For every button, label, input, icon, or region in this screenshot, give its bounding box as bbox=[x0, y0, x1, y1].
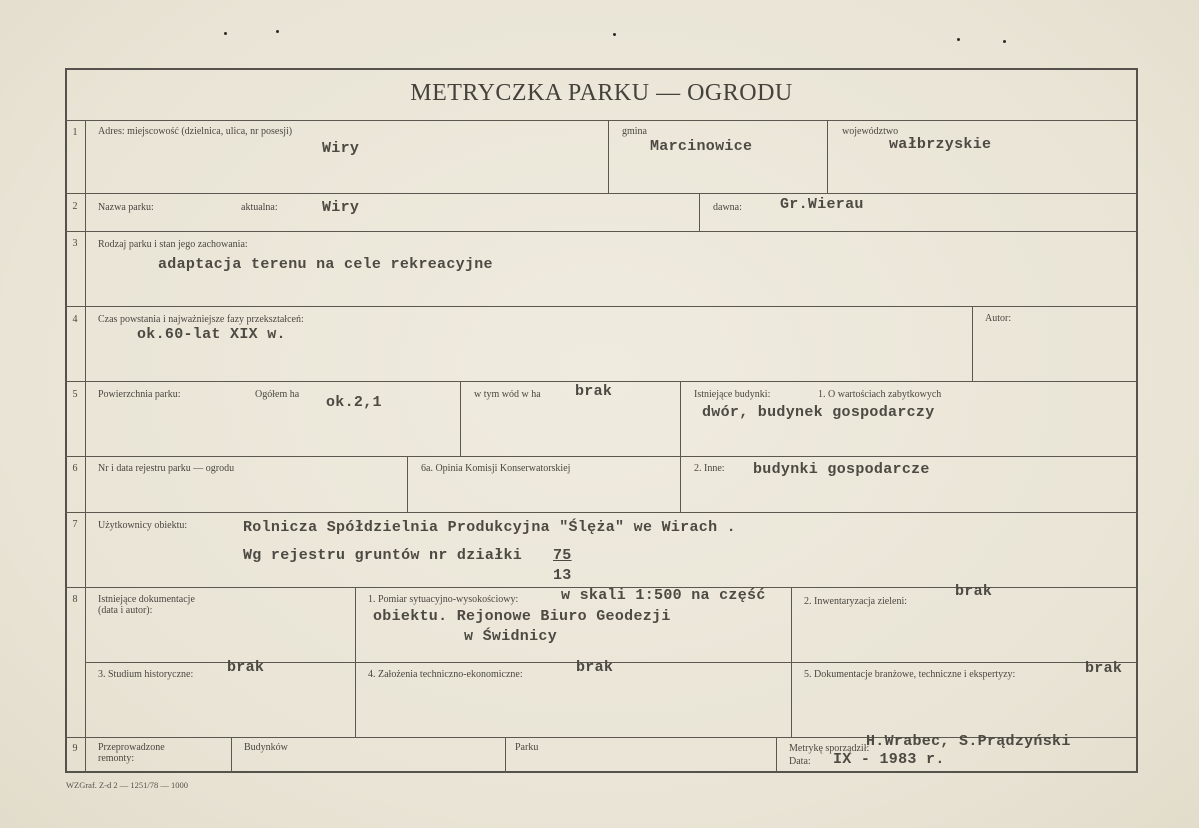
users-label: Użytkownicy obiektu: bbox=[98, 520, 188, 531]
water-area-value: brak bbox=[575, 383, 613, 400]
park-name-label: Nazwa parku: bbox=[98, 202, 154, 213]
buildings-label: Istniejące budynki: bbox=[694, 389, 771, 400]
ink-speck bbox=[613, 33, 616, 36]
wojewodztwo-label: województwo bbox=[842, 126, 899, 137]
form-title: METRYCZKA PARKU — OGRODU bbox=[410, 80, 793, 106]
current-name-label: aktualna: bbox=[241, 202, 278, 213]
former-name-label: dawna: bbox=[713, 202, 742, 213]
date-label: Data: bbox=[789, 756, 811, 767]
history-phases-label: Czas powstania i najważniejsze fazy przekształceń: bbox=[98, 314, 304, 325]
greenery-inventory-label: 2. Inwentaryzacja zieleni: bbox=[804, 596, 907, 607]
branch-docs-value: brak bbox=[1085, 660, 1123, 677]
register-label: Nr i data rejestru parku — ogrodu bbox=[98, 463, 235, 474]
ink-speck bbox=[276, 30, 279, 33]
historical-study-value: brak bbox=[227, 659, 265, 676]
park-type-label: Rodzaj parku i stan jego zachowania: bbox=[98, 239, 248, 250]
park-area-label: Powierzchnia parku: bbox=[98, 389, 181, 400]
row-number: 9 bbox=[72, 743, 78, 754]
historic-buildings-value: dwór, budynek gospodarczy bbox=[702, 404, 935, 421]
tech-econ-value: brak bbox=[576, 659, 614, 676]
address-value: Wiry bbox=[322, 140, 360, 157]
plot-denominator: 13 bbox=[553, 567, 572, 584]
greenery-inventory-value: brak bbox=[955, 583, 993, 600]
survey-value-2: obiektu. Rejonowe Biuro Geodezji bbox=[373, 608, 671, 625]
ink-speck bbox=[224, 32, 227, 35]
ink-speck bbox=[957, 38, 960, 41]
wojewodztwo-value: wałbrzyskie bbox=[889, 136, 992, 153]
current-name-value: Wiry bbox=[322, 199, 360, 216]
survey-value-3: w Świdnicy bbox=[464, 628, 558, 645]
renovations-label-2: remonty: bbox=[98, 753, 135, 764]
gmina-label: gmina bbox=[622, 126, 647, 137]
branch-docs-label: 5. Dokumentacje branżowe, techniczne i ekspertyzy: bbox=[804, 669, 1016, 680]
commission-opinion-label: 6a. Opinia Komisji Konserwatorskiej bbox=[421, 463, 571, 474]
row-number: 3 bbox=[72, 238, 78, 249]
survey-value-1: w skali 1:500 na część bbox=[561, 587, 766, 604]
row-number: 7 bbox=[72, 519, 78, 530]
docs-label-2: (data i autor): bbox=[98, 605, 153, 616]
other-buildings-value: budynki gospodarcze bbox=[753, 461, 930, 478]
row-number: 8 bbox=[72, 594, 78, 605]
plot-numerator: 75 bbox=[553, 547, 572, 564]
renovations-label-1: Przeprowadzone bbox=[98, 742, 165, 753]
water-area-label: w tym wód w ha bbox=[474, 389, 541, 400]
buildings-renovation-label: Budynków bbox=[244, 742, 288, 753]
row-number: 6 bbox=[72, 463, 78, 474]
park-renovation-label: Parku bbox=[515, 742, 539, 753]
total-area-label: Ogółem ha bbox=[255, 389, 300, 400]
row-number: 4 bbox=[72, 314, 78, 325]
docs-label-1: Istniejące dokumentacje bbox=[98, 594, 195, 605]
print-footer: WZGraf. Z-d 2 — 1251/78 — 1000 bbox=[66, 780, 189, 790]
compiled-by-label: Metrykę sporządził: bbox=[789, 743, 870, 754]
row-number: 2 bbox=[72, 201, 78, 212]
date-value: IX - 1983 r. bbox=[833, 751, 945, 768]
address-label: Adres: miejscowość (dzielnica, ulica, nr posesji) bbox=[98, 126, 293, 137]
compiled-by-value: H.Wrabec, S.Prądzyński bbox=[866, 733, 1071, 750]
survey-label: 1. Pomiar sytuacyjno-wysokościowy: bbox=[368, 594, 519, 605]
users-value: Rolnicza Spółdzielnia Produkcyjna "Ślęża" we Wirach . bbox=[243, 519, 736, 536]
tech-econ-label: 4. Założenia techniczno-ekonomiczne: bbox=[368, 669, 523, 680]
row-number: 5 bbox=[72, 389, 78, 400]
history-phases-value: ok.60-lat XIX w. bbox=[137, 326, 286, 343]
park-type-value: adaptacja terenu na cele rekreacyjne bbox=[158, 256, 493, 273]
ink-speck bbox=[1003, 40, 1006, 43]
other-buildings-label: 2. Inne: bbox=[694, 463, 725, 474]
row-number: 1 bbox=[72, 127, 78, 138]
historic-buildings-label: 1. O wartościach zabytkowych bbox=[818, 389, 942, 400]
historical-study-label: 3. Studium historyczne: bbox=[98, 669, 194, 680]
author-label: Autor: bbox=[985, 313, 1012, 324]
former-name-value: Gr.Wierau bbox=[780, 196, 864, 213]
land-register-line: Wg rejestru gruntów nr działki bbox=[243, 547, 523, 564]
gmina-value: Marcinowice bbox=[650, 138, 753, 155]
total-area-value: ok.2,1 bbox=[326, 394, 382, 411]
